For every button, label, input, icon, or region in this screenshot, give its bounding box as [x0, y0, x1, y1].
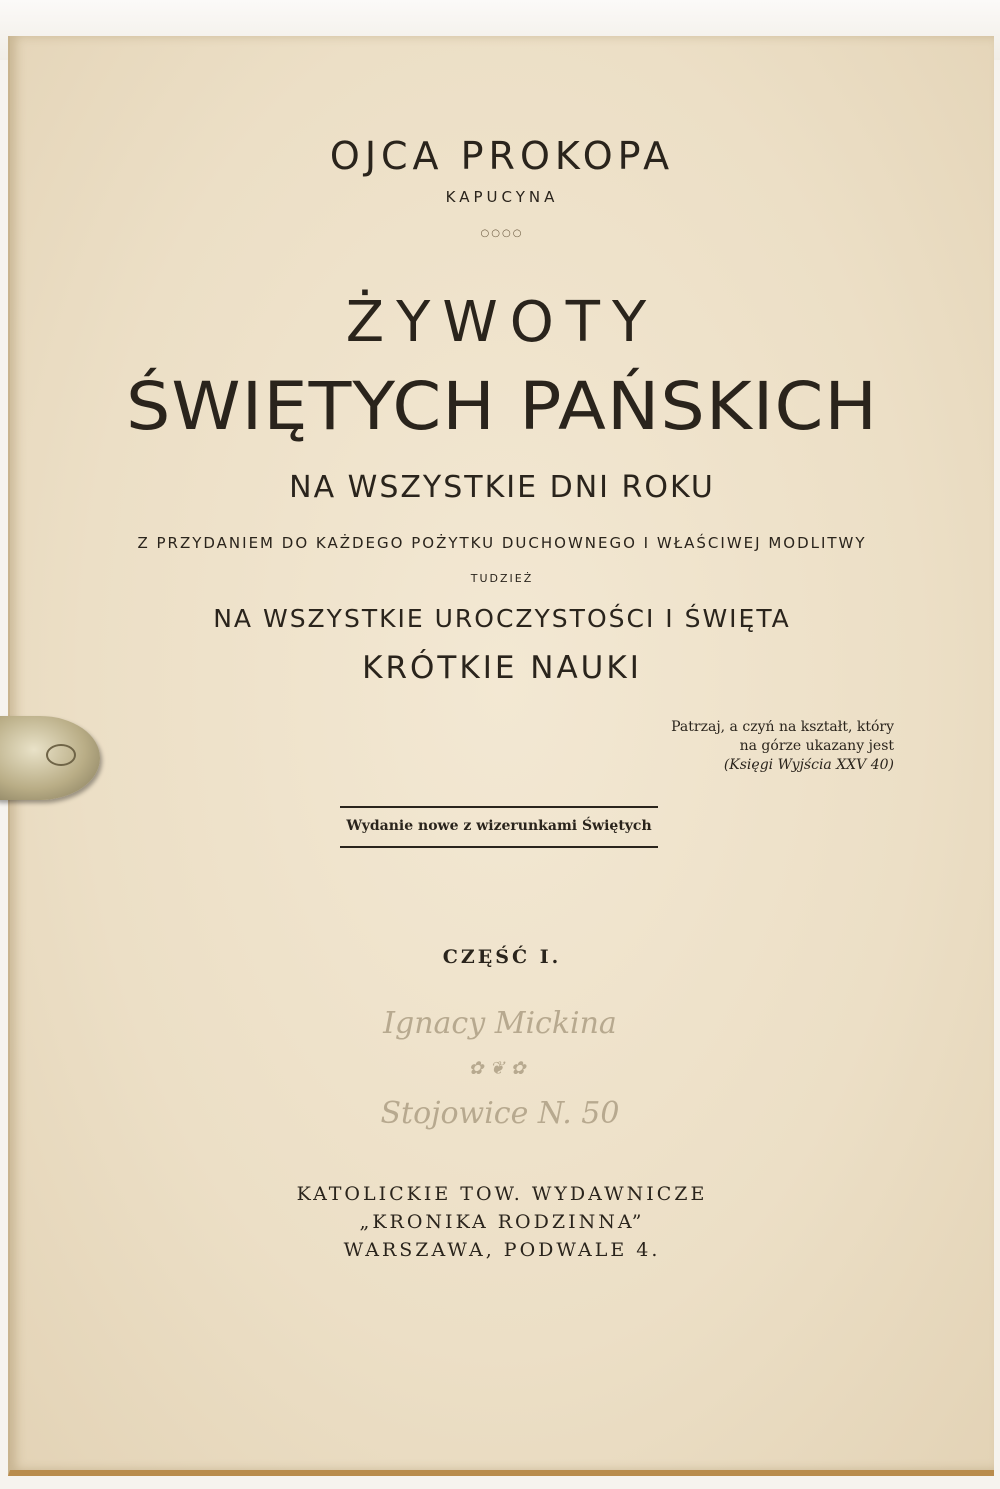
owner-stamp	[350, 996, 650, 1146]
publisher-line-2: „KRONIKA RODZINNA”	[359, 1211, 645, 1233]
publisher-line-3: WARSZAWA, PODWALE 4.	[343, 1239, 661, 1261]
author-order: KAPUCYNA	[445, 188, 559, 206]
publisher-line-1: KATOLICKIE TOW. WYDAWNICZE	[296, 1183, 708, 1205]
title-line-2: ŚWIĘTYCH PAŃSKICH	[125, 368, 879, 445]
epigraph-line-1: Patrzaj, a czyń na kształt, który	[671, 719, 894, 735]
supplement-note: Z PRZYDANIEM DO KAŻDEGO POŻYTKU DUCHOWNEGO I WŁAŚCIWEJ MODLITWY	[137, 534, 867, 552]
epigraph-source: (Księgi Wyjścia XXV 40)	[723, 757, 894, 773]
feasts-line: NA WSZYSTKIE UROCZYSTOŚCI I ŚWIĘTA	[213, 604, 791, 633]
tudziez-word: TUDZIEŻ	[470, 572, 534, 585]
stamp-name: Ignacy Mickina	[383, 1006, 617, 1041]
subtitle: NA WSZYSTKIE DNI ROKU	[289, 470, 715, 505]
title-page	[8, 36, 994, 1476]
author: OJCA PROKOPA	[329, 134, 675, 178]
short-lessons: KRÓTKIE NAUKI	[362, 650, 642, 686]
stamp-address: Stojowice N. 50	[380, 1096, 620, 1131]
edition-note: Wydanie nowe z wizerunkami Świętych	[340, 806, 658, 848]
stamp-flourish-icon: ✿❦✿	[468, 1058, 532, 1079]
epigraph-line-2: na górze ukazany jest	[739, 738, 894, 754]
title-line-1: ŻYWOTY	[345, 290, 659, 355]
epigraph	[550, 718, 894, 775]
part-number: CZĘŚĆ I.	[442, 946, 562, 968]
clasp-hole	[46, 744, 76, 766]
ornament-divider: ○○○○	[480, 228, 524, 239]
publisher-block	[10, 1180, 994, 1264]
